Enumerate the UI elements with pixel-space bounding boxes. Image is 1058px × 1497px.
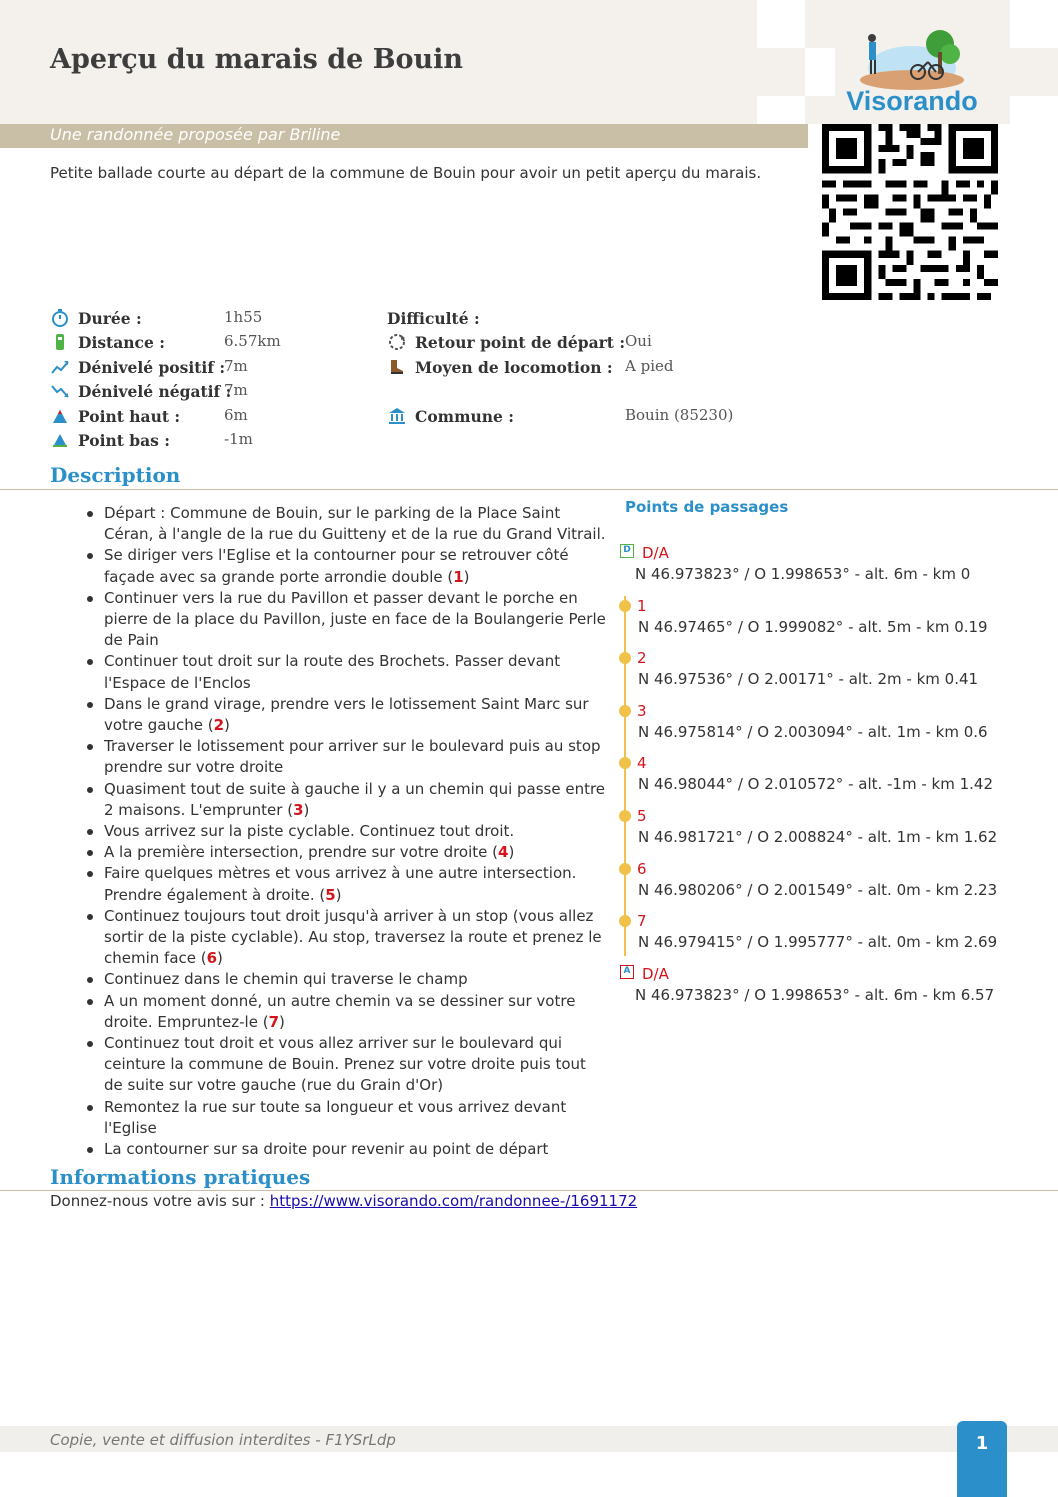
step-waypoint-number: 1: [453, 567, 464, 586]
town-hall-icon: [387, 406, 407, 426]
descent-icon: [50, 381, 70, 401]
info-difficulte: Difficulté :: [387, 308, 480, 328]
step-waypoint-number: 7: [268, 1012, 279, 1031]
step-waypoint-number: 2: [213, 716, 225, 735]
waypoint-label: 2: [637, 649, 647, 668]
header-pattern: [757, 96, 805, 124]
description-step: A un moment donné, un autre chemin va se dessiner sur votre droite. Empruntez-le (7): [82, 991, 607, 1033]
step-waypoint-number: 5: [325, 885, 336, 904]
info-point-haut-value: 6m: [224, 406, 248, 424]
waypoint-label: 6: [637, 859, 647, 878]
start-flag-icon: D: [620, 544, 634, 558]
header-pattern: [757, 0, 805, 48]
waypoint-coordinates: N 46.979415° / O 1.995777° - alt. 0m - km 2.69: [638, 933, 998, 952]
description-step: Quasiment tout de suite à gauche il y a un chemin qui passe entre 2 maisons. L'emprunter (3): [82, 779, 607, 821]
arrival-flag-icon: A: [620, 965, 634, 979]
waypoint-label: D/A: [642, 964, 669, 983]
page-number: 1: [957, 1421, 1007, 1497]
waypoint-coordinates: N 46.97536° / O 2.00171° - alt. 2m - km 0.41: [638, 670, 979, 689]
waypoint-label: D/A: [642, 544, 669, 562]
description-steps: [82, 503, 607, 1160]
waypoint-marker-icon: [619, 757, 631, 769]
peak-high-icon: [50, 406, 70, 426]
info-commune: Commune :: [387, 404, 514, 428]
info-duree: Durée :: [50, 306, 142, 330]
waypoints-timeline: [624, 596, 626, 956]
description-step: La contourner sur sa droite pour revenir au point de départ: [82, 1139, 607, 1160]
info-commune-value: Bouin (85230): [625, 406, 734, 424]
description-step: Continuer vers la rue du Pavillon et passer devant le porche en pierre de la place du Pavillon, juste en face de la Boulangerie Perle de Pain: [82, 588, 607, 652]
info-retour-value: Oui: [625, 332, 652, 350]
qr-code[interactable]: [822, 124, 998, 300]
step-waypoint-number: 3: [293, 800, 304, 819]
info-retour: Retour point de départ :: [387, 330, 625, 354]
visorando-logo: [832, 24, 992, 116]
waypoint-label: 4: [637, 754, 647, 773]
info-denivele-positif-value: 7m: [224, 357, 248, 375]
step-waypoint-number: 6: [206, 949, 218, 968]
section-divider: [0, 1190, 1058, 1191]
author-line: Une randonnée proposée par Briline: [50, 125, 341, 144]
description-title: Description: [50, 463, 181, 487]
waypoint-coordinates: N 46.98044° / O 2.010572° - alt. -1m - km 1.42: [638, 775, 994, 794]
info-denivele-positif: Dénivelé positif :: [50, 355, 225, 379]
waypoint-marker-icon: [619, 810, 631, 822]
description-step: Remontez la rue sur toute sa longueur et vous arrivez devant l'Eglise: [82, 1097, 607, 1139]
description-step: A la première intersection, prendre sur votre droite (4): [82, 842, 607, 863]
info-moyen-value: A pied: [625, 357, 674, 375]
distance-icon: [50, 332, 70, 352]
waypoint-marker-icon: [619, 863, 631, 875]
info-point-bas: Point bas :: [50, 428, 170, 452]
waypoint-label: 3: [637, 701, 647, 720]
description-step: Continuez toujours tout droit jusqu'à arriver à un stop (vous allez sortir de la piste cyclable). Au stop, traversez la route et prenez le chemin face (6): [82, 906, 607, 970]
description-step: Faire quelques mètres et vous arrivez à une autre intersection. Prendre également à droite. (5): [82, 863, 607, 905]
description-step: Dans le grand virage, prendre vers le lotissement Saint Marc sur votre gauche (2): [82, 694, 607, 736]
waypoint-coordinates: N 46.973823° / O 1.998653° - alt. 6m - km 0: [635, 565, 971, 583]
waypoint-label: 5: [637, 807, 647, 825]
page-title: Aperçu du marais de Bouin: [50, 44, 464, 75]
info-table: [50, 306, 770, 456]
stopwatch-icon: [50, 308, 70, 328]
info-duree-value: 1h55: [224, 308, 263, 326]
step-waypoint-number: 4: [498, 843, 509, 862]
waypoints-title: Points de passages: [625, 498, 789, 516]
loop-icon: [387, 332, 407, 352]
description-step: Départ : Commune de Bouin, sur le parking de la Place Saint Céran, à l'angle de la rue du Guitteny et de la rue du Grand Vitrail.: [82, 503, 607, 545]
waypoint-coordinates: N 46.980206° / O 2.001549° - alt. 0m - km 2.23: [638, 880, 998, 899]
waypoint-coordinates: N 46.981721° / O 2.008824° - alt. 1m - km 1.62: [638, 828, 998, 846]
practical-label: Donnez-nous votre avis sur :: [50, 1192, 270, 1210]
header-pattern: [1010, 96, 1058, 124]
info-point-bas-value: -1m: [224, 430, 253, 448]
waypoint-label: 1: [637, 596, 647, 615]
description-step: Continuer tout droit sur la route des Brochets. Passer devant l'Espace de l'Enclos: [82, 651, 607, 693]
waypoint-label: 7: [637, 912, 647, 931]
footer-copyright: Copie, vente et diffusion interdites - F1YSrLdp: [50, 1431, 396, 1449]
practical-title: Informations pratiques: [50, 1165, 311, 1189]
info-distance: Distance :: [50, 330, 165, 354]
header-pattern: [805, 48, 835, 96]
info-moyen: Moyen de locomotion :: [387, 355, 613, 379]
waypoint-marker-icon: [619, 600, 631, 612]
info-point-haut: Point haut :: [50, 404, 180, 428]
description-step: Traverser le lotissement pour arriver sur le boulevard puis au stop prendre sur votre droite: [82, 736, 607, 778]
description-step: Continuez tout droit et vous allez arriver sur le boulevard qui ceinture la commune de Bouin. Prenez sur votre droite puis tout de suite sur votre gauche (rue du Grain d'Or): [82, 1033, 607, 1097]
description-step: Vous arrivez sur la piste cyclable. Continuez tout droit.: [82, 821, 607, 842]
waypoint-marker-icon: [619, 705, 631, 717]
visorando-link[interactable]: https://www.visorando.com/randonnee-/1691172: [269, 1192, 638, 1210]
summary-text: Petite ballade courte au départ de la commune de Bouin pour avoir un petit aperçu du marais.: [50, 164, 762, 182]
svg-text:Visorando: Visorando: [846, 86, 978, 116]
peak-low-icon: [50, 430, 70, 450]
boot-icon: [387, 357, 407, 377]
info-denivele-negatif-value: 7m: [224, 381, 248, 399]
waypoint-coordinates: N 46.975814° / O 2.003094° - alt. 1m - km 0.6: [638, 722, 988, 741]
description-step: Se diriger vers l'Eglise et la contourner pour se retrouver côté façade avec sa grande porte arrondie double (1): [82, 545, 607, 587]
waypoint-marker-icon: [619, 915, 631, 927]
ascent-icon: [50, 357, 70, 377]
header-pattern: [1010, 0, 1058, 48]
info-distance-value: 6.57km: [224, 332, 281, 350]
waypoint-marker-icon: [619, 652, 631, 664]
description-step: Continuez dans le chemin qui traverse le champ: [82, 969, 607, 990]
info-denivele-negatif: Dénivelé négatif :: [50, 379, 231, 403]
section-divider: [0, 489, 1058, 490]
waypoint-coordinates: N 46.973823° / O 1.998653° - alt. 6m - km 6.57: [635, 985, 995, 1004]
practical-text: [50, 1192, 637, 1210]
waypoint-coordinates: N 46.97465° / O 1.999082° - alt. 5m - km 0.19: [638, 617, 988, 636]
